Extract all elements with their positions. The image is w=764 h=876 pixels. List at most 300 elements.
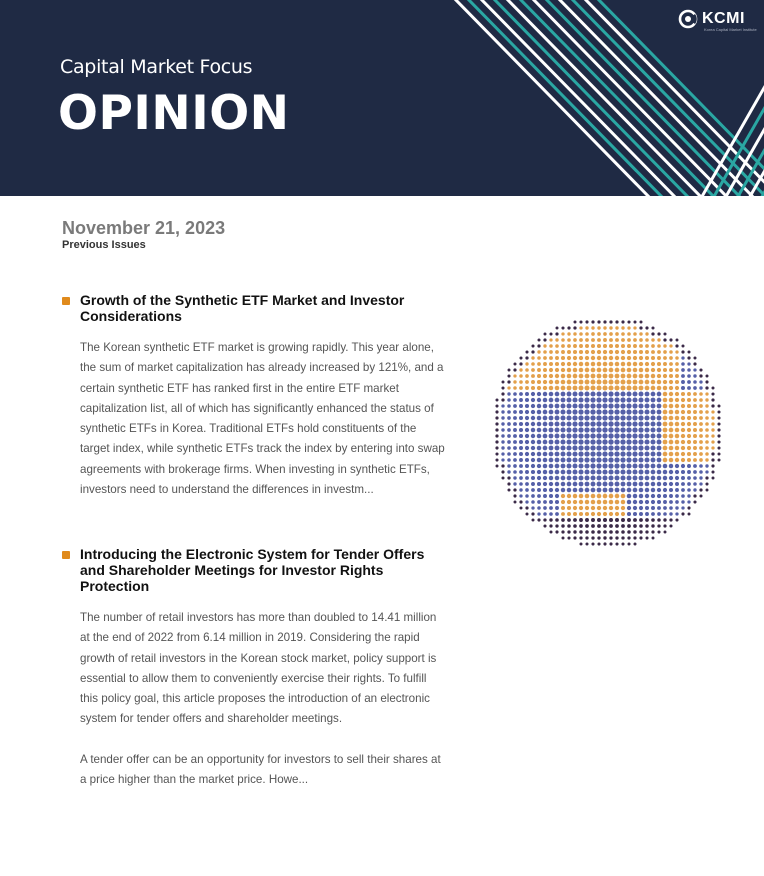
globe-dot	[579, 488, 584, 493]
globe-dot	[711, 458, 714, 461]
globe-dot	[705, 470, 708, 473]
globe-dot	[699, 494, 702, 497]
globe-dot	[525, 356, 528, 359]
globe-dot	[675, 518, 678, 521]
globe-dot	[627, 356, 631, 360]
globe-dot	[549, 482, 553, 486]
globe-dot	[663, 494, 667, 498]
globe-dot	[711, 446, 714, 449]
globe-dot	[639, 506, 643, 510]
globe-dot	[555, 380, 560, 385]
globe-dot	[681, 392, 685, 396]
globe-dot	[706, 489, 709, 492]
globe-dot	[585, 374, 590, 379]
article-title[interactable]: Growth of the Synthetic ETF Market and Investor Considerations	[80, 292, 405, 324]
globe-dot	[579, 350, 583, 354]
globe-dot	[620, 403, 625, 408]
globe-dot	[507, 446, 511, 450]
globe-dot	[573, 530, 576, 533]
article-2[interactable]	[62, 546, 446, 810]
globe-dot	[644, 409, 649, 414]
globe-dot	[507, 398, 510, 401]
globe-dot	[596, 445, 601, 450]
globe-dot	[657, 500, 661, 504]
globe-dot	[543, 464, 548, 469]
globe-dot	[639, 518, 643, 522]
globe-dot	[555, 428, 560, 433]
globe-dot	[633, 356, 637, 360]
globe-dot	[507, 464, 510, 467]
globe-dot	[561, 512, 565, 516]
globe-dot	[501, 416, 504, 419]
globe-dot	[699, 458, 703, 462]
globe-dot	[513, 380, 516, 383]
globe-dot	[513, 476, 516, 479]
globe-dot	[639, 368, 644, 373]
globe-dot	[602, 463, 607, 468]
globe-dot	[597, 488, 602, 493]
globe-dot	[651, 452, 656, 457]
globe-dot	[603, 332, 607, 336]
globe-dot	[590, 433, 595, 438]
globe-dot	[578, 415, 583, 420]
globe-dot	[657, 458, 662, 463]
globe-dot	[573, 518, 577, 522]
globe-dot	[549, 410, 554, 415]
globe-dot	[591, 332, 595, 336]
globe-dot	[519, 428, 523, 432]
globe-dot	[572, 457, 577, 462]
globe-dot	[573, 350, 577, 354]
globe-dot	[537, 482, 541, 486]
globe-dot	[615, 326, 618, 329]
globe-dot	[561, 356, 565, 360]
globe-dot	[639, 344, 643, 348]
globe-dot	[585, 326, 588, 329]
globe-dot	[711, 416, 714, 419]
globe-dot	[603, 338, 607, 342]
globe-dot	[705, 476, 708, 479]
globe-dot	[561, 506, 565, 510]
globe-dot	[585, 386, 590, 391]
globe-dot	[525, 428, 529, 432]
globe-dot	[597, 500, 602, 505]
globe-dot	[675, 416, 679, 420]
globe-dot	[663, 332, 666, 335]
globe-dot	[591, 320, 594, 323]
globe-dot	[621, 386, 626, 391]
globe-dot	[549, 446, 554, 451]
globe-dot	[675, 452, 679, 456]
globe-dot	[573, 476, 578, 481]
article-title[interactable]: Introducing the Electronic System for Tender Offers and Shareholder Meetings for Investor Rights Protection	[80, 546, 425, 594]
globe-dot	[638, 433, 643, 438]
globe-dot	[639, 326, 642, 329]
globe-dot	[620, 439, 625, 444]
globe-dot	[567, 332, 570, 335]
header-kicker: Capital Market Focus	[60, 56, 253, 78]
globe-dot	[603, 506, 607, 510]
globe-dot	[501, 464, 504, 467]
globe-dot	[615, 506, 619, 510]
globe-dot	[597, 536, 600, 539]
globe-dot	[657, 524, 660, 527]
globe-dot	[705, 410, 709, 414]
globe-dot	[501, 458, 504, 461]
globe-dot	[543, 512, 547, 516]
globe-dot	[645, 524, 649, 528]
globe-dot	[614, 457, 619, 462]
globe-dot	[519, 356, 522, 359]
globe-dot	[561, 476, 566, 481]
globe-dot	[657, 530, 660, 533]
globe-dot	[693, 464, 697, 468]
globe-dot	[687, 500, 690, 503]
globe-dot	[549, 506, 553, 510]
globe-dot	[602, 415, 607, 420]
globe-dot	[585, 344, 589, 348]
globe-dot	[693, 404, 697, 408]
globe-dot	[555, 374, 559, 378]
globe-dot	[621, 482, 626, 487]
globe-dot	[657, 422, 662, 427]
globe-dot	[608, 409, 613, 414]
globe-dot	[519, 386, 523, 390]
globe-dot	[675, 488, 679, 492]
globe-dot	[566, 409, 571, 414]
globe-dot	[531, 434, 535, 438]
globe-dot	[633, 380, 638, 385]
globe-dot	[537, 410, 542, 415]
globe-dot	[597, 518, 601, 522]
globe-dot	[573, 488, 578, 493]
previous-issues-link[interactable]: Previous Issues	[62, 239, 146, 251]
globe-dot	[693, 380, 697, 384]
globe-dot	[573, 320, 576, 323]
globe-dot	[621, 476, 626, 481]
globe-dot	[651, 338, 654, 341]
globe-dot	[585, 536, 588, 539]
globe-dot	[603, 536, 606, 539]
globe-dot	[651, 422, 656, 427]
globe-dot	[669, 368, 673, 372]
globe-dot	[699, 386, 702, 389]
article-1[interactable]	[62, 292, 446, 520]
globe-dot	[549, 518, 552, 521]
globe-dot	[651, 410, 656, 415]
globe-dot	[585, 512, 589, 516]
globe-dot	[639, 464, 644, 469]
globe-dot	[519, 500, 522, 503]
globe-dot	[573, 362, 577, 366]
globe-dot	[561, 482, 566, 487]
globe-dot	[596, 427, 601, 432]
globe-dot	[507, 374, 510, 377]
globe-dot	[531, 512, 534, 515]
globe-dot	[513, 362, 516, 365]
globe-dot	[681, 452, 685, 456]
globe-dot	[525, 392, 529, 396]
globe-dot	[608, 475, 613, 480]
globe-dot	[681, 440, 685, 444]
globe-dot	[566, 445, 571, 450]
globe-dot	[657, 362, 661, 366]
globe-dot	[567, 524, 571, 528]
globe-dot	[591, 488, 596, 493]
globe-dot	[669, 482, 673, 486]
globe-dot	[537, 392, 541, 396]
globe-dot	[651, 530, 654, 533]
globe-dot	[644, 415, 649, 420]
globe-dot	[567, 398, 572, 403]
globe-dot	[657, 470, 662, 475]
globe-dot	[519, 410, 523, 414]
kcmi-logo[interactable]	[678, 9, 745, 29]
globe-dot	[608, 469, 613, 474]
globe-dot	[531, 458, 535, 462]
globe-dot	[519, 398, 523, 402]
globe-dot	[633, 488, 638, 493]
globe-dot	[621, 368, 626, 373]
globe-dot	[602, 451, 607, 456]
globe-dot	[638, 451, 643, 456]
globe-dot	[657, 374, 661, 378]
globe-dot	[596, 409, 601, 414]
globe-dot	[638, 427, 643, 432]
globe-dot	[651, 440, 656, 445]
globe-dot	[525, 470, 529, 474]
globe-dot	[693, 470, 697, 474]
globe-dot	[669, 488, 673, 492]
globe-dot	[699, 470, 703, 474]
globe-dot	[639, 398, 644, 403]
globe-dot	[543, 338, 546, 341]
globe-dot	[632, 433, 637, 438]
globe-dot	[549, 452, 554, 457]
globe-dot	[525, 398, 529, 402]
globe-dot	[711, 404, 714, 407]
globe-dot	[626, 439, 631, 444]
globe-dot	[537, 350, 540, 353]
globe-dot	[573, 464, 578, 469]
globe-dot	[525, 422, 529, 426]
globe-dot	[645, 464, 650, 469]
globe-dot	[717, 446, 720, 449]
globe-dot	[620, 457, 625, 462]
globe-dot	[555, 452, 560, 457]
globe-dot	[705, 452, 709, 456]
globe-dot	[537, 416, 542, 421]
globe-dot	[669, 398, 673, 402]
globe-dot	[681, 434, 685, 438]
article-paragraph: The Korean synthetic ETF market is growing rapidly. This year alone, the sum of market capitalization has already increased by 121%, and a certain synthetic ETF has ranked first in the entire ETF market capitalization list, all of which has significantly enhanced the status of synthetic ETFs in Korea. Traditional ETFs hold constituents of the target index, while synthetic ETFs track the index by entering into swap agreements with brokerage firms. When investing in synthetic ETFs, investors need to understand the differences in investm...	[80, 341, 445, 497]
globe-dot	[591, 326, 594, 329]
globe-dot	[615, 488, 620, 493]
globe-dot	[519, 380, 523, 384]
globe-dot	[663, 344, 666, 347]
globe-dot	[645, 392, 650, 397]
globe-dot	[602, 427, 607, 432]
globe-dot	[578, 391, 583, 396]
globe-dot	[711, 470, 714, 473]
globe-dot	[675, 440, 680, 445]
globe-dot	[567, 392, 572, 397]
globe-dot	[573, 524, 577, 528]
globe-dot	[555, 368, 559, 372]
globe-dot	[590, 409, 595, 414]
globe-dot	[549, 434, 554, 439]
globe-dot	[585, 362, 590, 367]
globe-dot	[609, 506, 613, 510]
globe-dot	[501, 404, 504, 407]
globe-dot	[585, 542, 588, 545]
globe-dot	[620, 469, 625, 474]
globe-dot	[501, 386, 504, 389]
globe-dot	[632, 463, 637, 468]
globe-dot	[561, 500, 565, 504]
globe-dot	[632, 451, 637, 456]
globe-dot	[519, 488, 522, 491]
globe-dot	[681, 422, 685, 426]
globe-dot	[645, 386, 650, 391]
globe-dot	[584, 469, 589, 474]
globe-dot	[501, 410, 504, 413]
globe-dot	[705, 422, 709, 426]
globe-dot	[560, 421, 565, 426]
globe-dot	[578, 409, 583, 414]
globe-dot	[555, 440, 560, 445]
globe-dot	[699, 410, 703, 414]
globe-dot	[531, 380, 535, 384]
globe-dot	[519, 458, 523, 462]
globe-dot	[561, 368, 565, 372]
globe-dot	[699, 398, 703, 402]
globe-dot	[664, 531, 667, 534]
globe-dot	[609, 524, 613, 528]
globe-dot	[531, 404, 535, 408]
globe-dot	[663, 470, 668, 475]
globe-dot	[717, 440, 720, 443]
globe-dot	[597, 362, 602, 367]
globe-dot	[573, 356, 577, 360]
globe-dot	[657, 404, 662, 409]
globe-dot	[549, 524, 552, 527]
globe-dot	[681, 494, 685, 498]
globe-dot	[627, 386, 632, 391]
globe-dot	[549, 512, 553, 516]
globe-dot	[584, 433, 589, 438]
globe-dot	[507, 380, 510, 383]
globe-dot	[525, 458, 529, 462]
globe-dot	[549, 338, 552, 341]
globe-dot	[603, 368, 608, 373]
globe-dot	[531, 500, 535, 504]
globe-dot	[590, 439, 595, 444]
globe-dot	[537, 452, 541, 456]
globe-dot	[584, 445, 589, 450]
globe-dot	[566, 451, 571, 456]
globe-dot	[669, 338, 672, 341]
globe-dot	[633, 494, 638, 499]
globe-dot	[663, 440, 668, 445]
globe-dot	[651, 518, 655, 522]
globe-dot	[639, 392, 644, 397]
globe-dot	[651, 380, 656, 385]
globe-dot	[669, 356, 673, 360]
globe-dot	[584, 457, 589, 462]
globe-dot	[633, 368, 638, 373]
globe-dot	[633, 482, 638, 487]
globe-dot	[596, 403, 601, 408]
globe-dot	[519, 374, 523, 378]
globe-dot	[669, 446, 674, 451]
globe-dot	[591, 368, 596, 373]
globe-dot	[699, 374, 702, 377]
globe-dot	[675, 368, 679, 372]
globe-dot	[543, 482, 547, 486]
globe-dot	[513, 374, 516, 377]
globe-dot	[525, 512, 528, 515]
globe-dot	[687, 386, 691, 390]
globe-dot	[555, 446, 560, 451]
globe-dot	[615, 344, 619, 348]
globe-dot	[573, 380, 578, 385]
globe-dot	[537, 368, 541, 372]
globe-dot	[645, 356, 649, 360]
globe-dot	[681, 404, 685, 408]
globe-dot	[681, 458, 685, 462]
globe-dot	[555, 386, 560, 391]
globe-dot	[603, 518, 607, 522]
globe-icon	[488, 311, 726, 553]
globe-dot	[669, 452, 674, 457]
globe-dot	[717, 434, 720, 437]
globe-dot	[645, 482, 650, 487]
globe-dot	[561, 530, 564, 533]
globe-dot	[590, 451, 595, 456]
globe-dot	[543, 392, 547, 396]
globe-dot	[663, 368, 667, 372]
stripe-line	[452, 0, 652, 196]
article-paragraph: A tender offer can be an opportunity for investors to sell their shares at a price higher than the market price. Howe...	[80, 752, 441, 787]
globe-dot	[693, 500, 696, 503]
globe-dot	[519, 476, 523, 480]
globe-dot	[531, 368, 535, 372]
globe-dot	[651, 464, 656, 469]
globe-dot	[543, 404, 548, 409]
globe-dot	[561, 410, 566, 415]
globe-dot	[561, 518, 565, 522]
globe-dot	[597, 350, 601, 354]
article-summary	[80, 608, 446, 790]
globe-dot	[693, 440, 697, 444]
globe-dot	[555, 512, 559, 516]
globe-dot	[675, 356, 679, 360]
globe-dot	[596, 463, 601, 468]
globe-dot	[615, 362, 620, 367]
globe-dot	[567, 368, 571, 372]
globe-dot	[621, 320, 624, 323]
globe-dot	[590, 415, 595, 420]
globe-dot	[614, 397, 619, 402]
globe-dot	[639, 494, 643, 498]
globe-dot	[699, 404, 703, 408]
globe-dot	[603, 500, 608, 505]
globe-dot	[644, 421, 649, 426]
globe-dot	[681, 344, 684, 347]
globe-dot	[597, 320, 600, 323]
globe-dot	[626, 451, 631, 456]
